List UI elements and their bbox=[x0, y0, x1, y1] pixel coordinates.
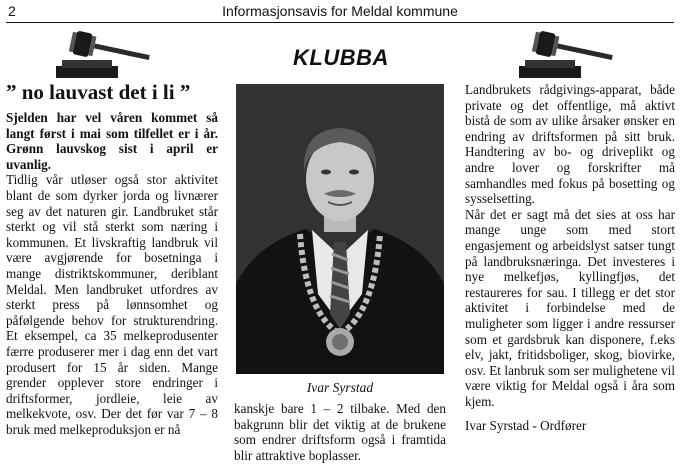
photo-caption: Ivar Syrstad bbox=[306, 380, 374, 395]
article-body-left: Tidlig vår utløser også stor aktivitet blant de som dyrker jorda og livnærer seg av det naturen gir. Landbruket står sterkt og vil stå sterkt som næring i kommunen. Et livskraftig landbruk vil være avgjørende for bosetninga i mange distriktskommuner, deriblant Meldal. Men landbruket utfordres av sterkt press på lønnsomhet og påfølgende behov for strukturendring. Et eksempel, ca 35 melkeprodusenter færre produserer mer i dag enn det vart produsert for 15 år siden. Mange grender opplever store endringer i driftsformer, jordleie, leie av melkekvote, osv. Der det før var 7 – 8 bruk med melkeproduksjon er nå bbox=[6, 172, 218, 437]
page-number: 2 bbox=[8, 3, 16, 19]
publication-title: Informasjonsavis for Meldal kommune bbox=[222, 3, 458, 19]
section-title: KLUBBA bbox=[293, 45, 389, 70]
gavel-icon bbox=[52, 30, 156, 82]
column-left bbox=[6, 80, 218, 437]
page-header bbox=[6, 3, 674, 21]
article-body-right-2: Når det er sagt må det sies at oss har mange unge som med stort engasjement og arbeidslyst satser tungt på landbruksnæringa. Det investeres i nye melkefjøs, kyllingfjøs, det restaureres for sau. I tillegg er det stor aktivitet i forbindelse med de muligheter som ligger i andre ressurser som et gardsbruk kan disponere, f.eks elv, jakt, fritidsboliger, skog, biovirke, osv. Et lanbruk som ser mulighetene vil være viktig for Meldal også i åra som kjem. bbox=[465, 206, 675, 409]
portrait-photo bbox=[236, 84, 444, 374]
article-body-mid: kanskje bare 1 – 2 tilbake. Med den bakgrunn blir det viktig at de brukene som endrer driftsform også i framtida blir attraktive boplasser. bbox=[234, 401, 446, 463]
column-middle bbox=[234, 401, 446, 463]
article-lead: Sjelden har vel våren kommet så langt først i mai som tilfellet er i år. Grønn lauvskog sist i april er uvanlig. bbox=[6, 110, 218, 172]
article-headline: ” no lauvast det i li ” bbox=[6, 80, 191, 104]
column-right bbox=[465, 82, 675, 434]
gavel-icon bbox=[515, 30, 619, 82]
header-rule bbox=[6, 22, 674, 23]
article-signature: Ivar Syrstad - Ordfører bbox=[465, 418, 587, 434]
article-body-right-1: Landbrukets rådgivings-apparat, både private og det offentlige, må aktivt bistå de som av ulike årsaker ønsker en endring av driftsformen på sitt bruk. Handtering av bo- og driveplikt og andre lover og forskrifter må samhandles med fokus på bosetting og sysselsetting. bbox=[465, 82, 675, 207]
